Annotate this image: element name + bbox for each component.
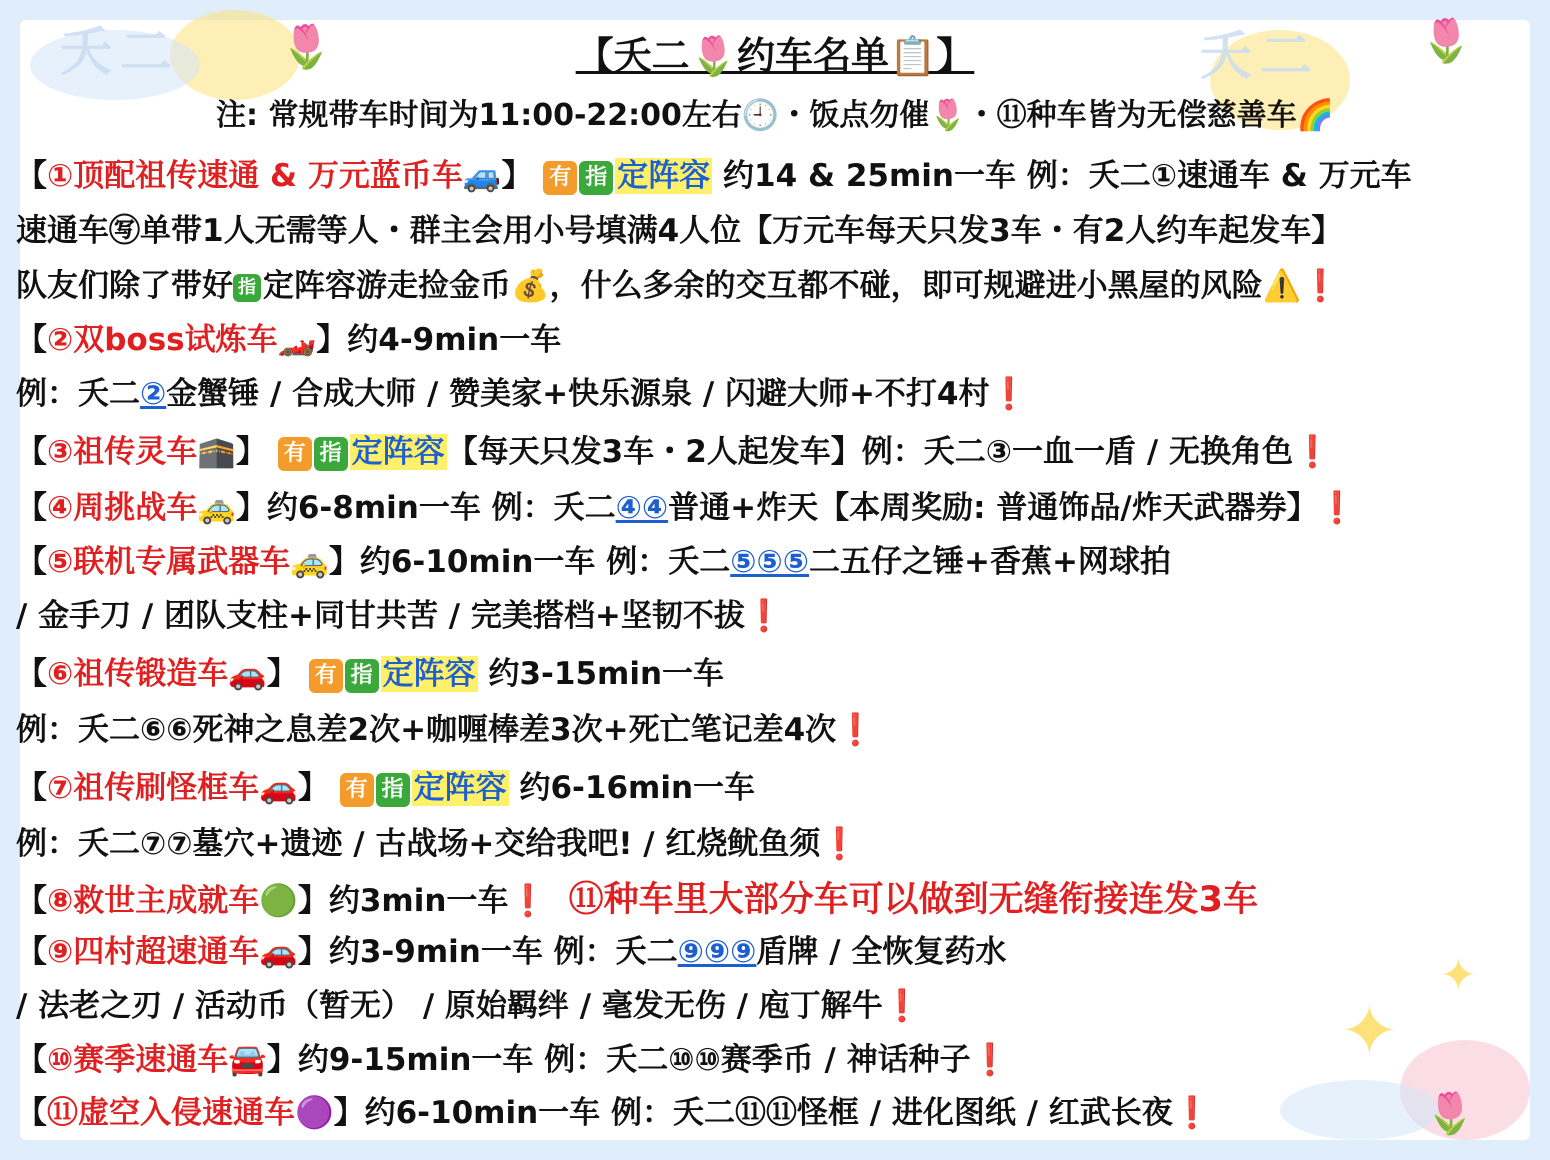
car-9-header: 【⑨四村超速通车🚗】约3-9min一车 例：夭二⑨⑨⑨盾牌 / 全恢复药水 [16,934,1007,970]
car-7-header: 【⑦祖传刷怪框车🚗】 有 指 定阵容 约6-16min一车 [16,770,756,806]
sparkle-icon: ✦ [1340,990,1399,1072]
car-11-header: 【⑪虚空入侵速通车🟣】约6-10min一车 例：夭二⑪⑪怪框 / 进化图纸 / 红武长夜❗ [16,1095,1212,1131]
tulip-icon: 🌷 [1420,16,1473,65]
car-3-header: 【③祖传灵车🕋】 有 指 定阵容【每天只发3车・2人起发车】例：夭二③一血一盾 / 无换角色❗ [16,434,1332,470]
car-6-header: 【⑥祖传锻造车🚗】 有 指 定阵容 约3-15min一车 [16,656,725,692]
car-5-header: 【⑤联机专属武器车🚕】约6-10min一车 例：夭二⑤⑤⑤二五仔之锤+香蕉+网球拍 [16,544,1171,580]
badge-you: 有 [543,161,577,195]
tulip-icon: 🌷 [280,22,333,71]
car-6-example: 例：夭二⑥⑥死神之息差2次+咖喱棒差3次+死亡笔记差4次❗ [16,712,875,748]
tulip-icon: 🌷 [1425,1091,1475,1137]
car-5-example: / 金手刀 / 团队支柱+同甘共苦 / 完美搭档+坚韧不拔❗ [16,598,784,634]
sparkle-icon: ✦ [1440,950,1477,1001]
car-10-header: 【⑩赛季速通车🚘】约9-15min一车 例：夭二⑩⑩赛季币 / 神话种子❗ [16,1042,1010,1078]
page-title: 【夭二🌷约车名单📋】 [575,34,975,78]
car-1-detail: 速通车㊢单带1人无需等人・群主会用小号填满4人位【万元车每天只发3车・有2人约车起发车】 [16,213,1343,249]
car-2-header: 【②双boss试炼车🏎️】约4-9min一车 [16,322,562,358]
car-8-header: 【⑧救世主成就车🟢】约3min一车❗ ⑪种车里大部分车可以做到无缝衔接连发3车 [16,880,1258,920]
badge-zhi: 指 [233,274,261,302]
car-4-header: 【④周挑战车🚕】约6-8min一车 例：夭二④④普通+炸天【本周奖励: 普通饰品/炸天武器券】❗ [16,490,1357,526]
highlight-notice: ⑪种车里大部分车可以做到无缝衔接连发3车 [568,880,1258,920]
car-7-example: 例：夭二⑦⑦墓穴+遗迹 / 古战场+交给我吧! / 红烧鱿鱼须❗ [16,826,860,862]
car-2-example: 例：夭二②金蟹锤 / 合成大师 / 赞美家+快乐源泉 / 闪避大师+不打4村❗ [16,376,1029,412]
car-1-header: 【①顶配祖传速通 & 万元蓝币车🚙】 有 指 定阵容 约14 & 25min一车 例：夭二①速通车 & 万元车 [16,158,1412,194]
badge-zhi: 指 [579,161,613,195]
car-name: ①顶配祖传速通 & 万元蓝币车🚙 [47,158,502,194]
car-1-warning: 队友们除了带好 指 定阵容游走捡金币💰，什么多余的交互都不碰，即可规避进小黑屋的风险⚠️❗ [16,268,1340,304]
watermark-text: 夭二 [60,23,181,83]
watermark-text: 夭二 [1200,27,1321,87]
formation-highlight: 定阵容 [617,158,711,194]
note-line: 注: 常规带车时间为11:00-22:00左右🕘・饭点勿催🌷・⑪种车皆为无偿慈善车🌈 [216,98,1334,133]
car-9-example: / 法老之刃 / 活动币（暂无） / 原始羁绊 / 毫发无伤 / 庖丁解牛❗ [16,988,922,1024]
